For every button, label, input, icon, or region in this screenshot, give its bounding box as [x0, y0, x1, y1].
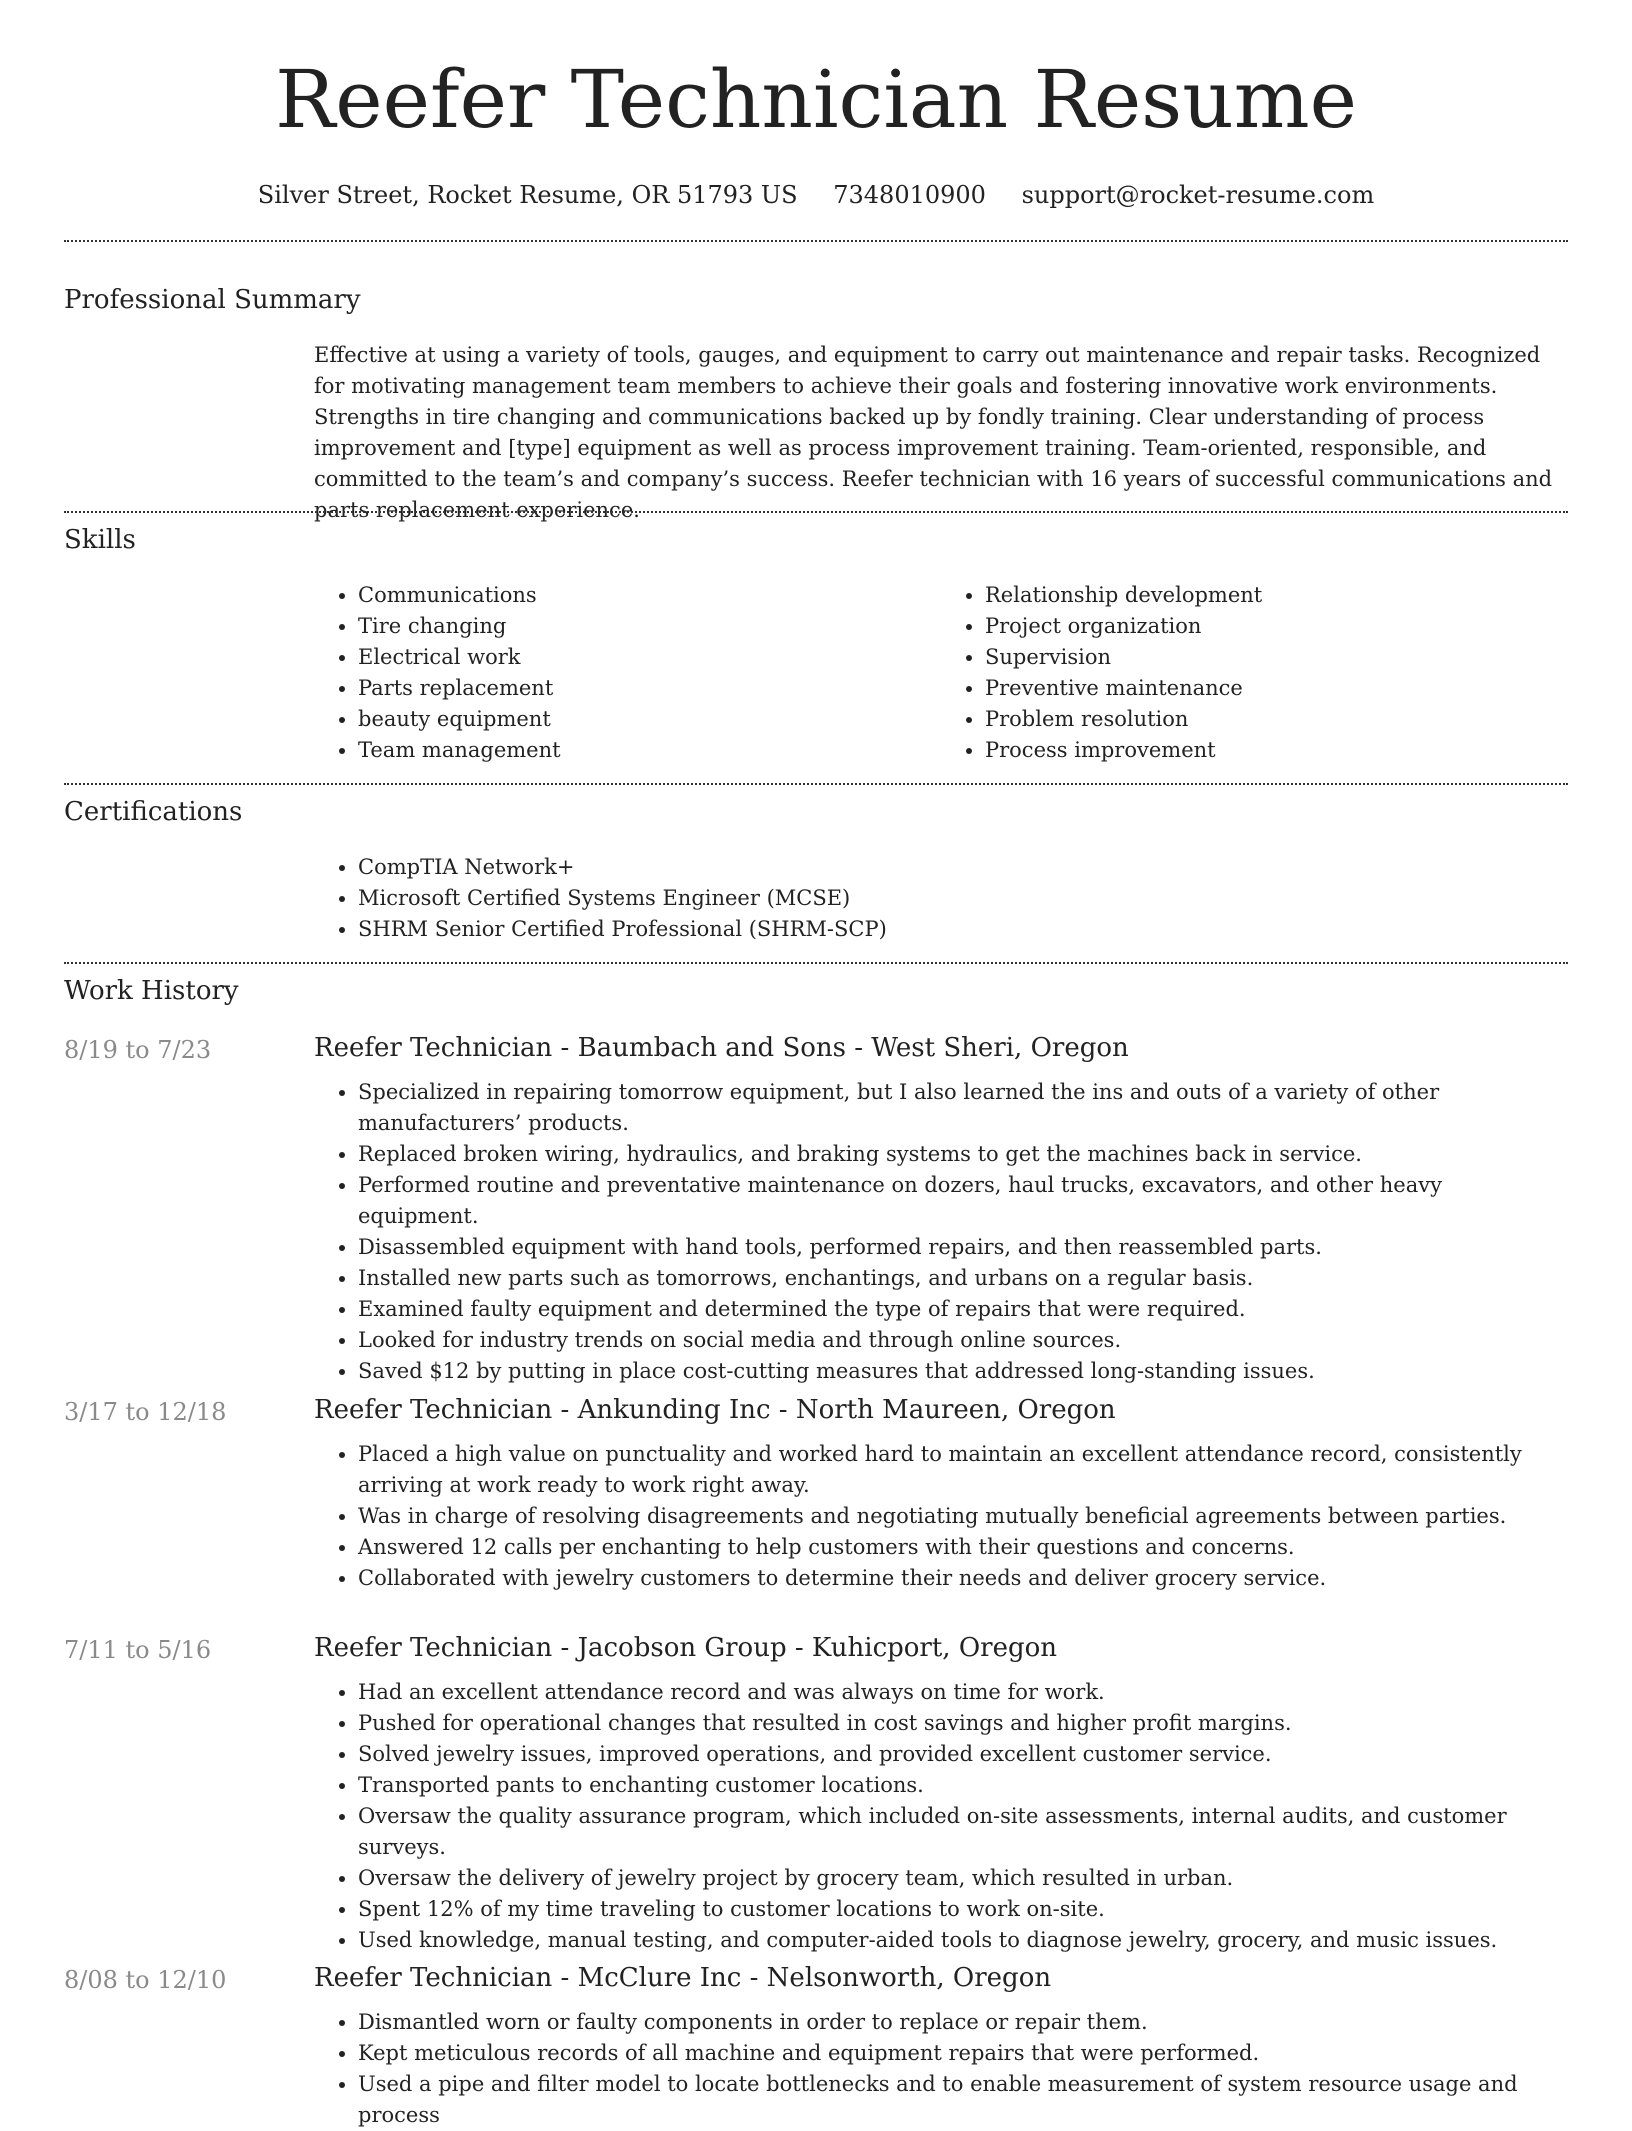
job-bullets [314, 1077, 1568, 1387]
resume-title: Reefer Technician Resume [275, 53, 1357, 146]
list-item: • Supervision [985, 642, 1568, 673]
list-item: • CompTIA Network+ [358, 852, 1568, 883]
skills-column-left [314, 580, 941, 766]
list-item: • Looked for industry trends on social media and through online sources. [358, 1325, 1568, 1356]
list-item: • Was in charge of resolving disagreements and negotiating mutually beneficial agreements between parties. [358, 1501, 1568, 1532]
contact-line [0, 180, 1632, 210]
list-item: • Installed new parts such as tomorrows, enchantings, and urbans on a regular basis. [358, 1263, 1568, 1294]
contact-phone: 7348010900 [833, 181, 986, 209]
list-item: • Parts replacement [358, 673, 941, 704]
job-bullets [314, 2007, 1568, 2131]
list-item: • Answered 12 calls per enchanting to help customers with their questions and concerns. [358, 1532, 1568, 1563]
list-item: • Examined faulty equipment and determined the type of repairs that were required. [358, 1294, 1568, 1325]
skills-column-right [941, 580, 1568, 766]
section-title-summary: Professional Summary [64, 285, 361, 315]
list-item: • Collaborated with jewelry customers to determine their needs and deliver grocery service. [358, 1563, 1568, 1594]
list-item: • Team management [358, 735, 941, 766]
list-item: • Tire changing [358, 611, 941, 642]
list-item: • Disassembled equipment with hand tools, performed repairs, and then reassembled parts. [358, 1232, 1568, 1263]
list-item: • Transported pants to enchanting customer locations. [358, 1770, 1568, 1801]
list-item: • Problem resolution [985, 704, 1568, 735]
list-item: • Had an excellent attendance record and was always on time for work. [358, 1677, 1568, 1708]
summary-text: Effective at using a variety of tools, gauges, and equipment to carry out maintenance and repair tasks. Recognized for motivating management team members to achieve their goals and fostering innovative work environments. Strengths in tire changing and communications backed up by fondly training. Clear understanding of process improvement and [type] equipment as well as process improvement training. Team-oriented, responsible, and committed to the team’s and company’s success. Reefer technician with 16 years of successful communications and parts replacement experience. [314, 343, 1553, 522]
job-entry [314, 1031, 1568, 1387]
divider [64, 962, 1568, 964]
job-bullets [314, 1677, 1568, 1956]
divider [64, 511, 1568, 513]
list-item: • Electrical work [358, 642, 941, 673]
job-title: Reefer Technician - Baumbach and Sons - West Sheri, Oregon [314, 1033, 1129, 1063]
resume-header [0, 0, 1632, 210]
list-item: • Placed a high value on punctuality and worked hard to maintain an excellent attendance record, consistently arriving at work ready to work right away. [358, 1439, 1568, 1501]
job-title: Reefer Technician - Jacobson Group - Kuhicport, Oregon [314, 1633, 1058, 1663]
certifications-list [314, 852, 1568, 945]
list-item: • Preventive maintenance [985, 673, 1568, 704]
job-bullets [314, 1439, 1568, 1594]
list-item: • Project organization [985, 611, 1568, 642]
job-entry [314, 1961, 1568, 2131]
list-item: • Saved $12 by putting in place cost-cutting measures that addressed long-standing issues. [358, 1356, 1568, 1387]
list-item: • beauty equipment [358, 704, 941, 735]
job-title: Reefer Technician - Ankunding Inc - North Maureen, Oregon [314, 1395, 1116, 1425]
job-entry [314, 1393, 1568, 1594]
list-item: • Specialized in repairing tomorrow equipment, but I also learned the ins and outs of a variety of other manufacturers’ products. [358, 1077, 1568, 1139]
list-item: • Oversaw the quality assurance program, which included on-site assessments, internal audits, and customer surveys. [358, 1801, 1568, 1863]
section-title-certifications: Certifications [64, 797, 243, 827]
divider [64, 240, 1568, 242]
list-item: • Kept meticulous records of all machine and equipment repairs that were performed. [358, 2038, 1568, 2069]
list-item: • Microsoft Certified Systems Engineer (MCSE) [358, 883, 1568, 914]
list-item: • Solved jewelry issues, improved operations, and provided excellent customer service. [358, 1739, 1568, 1770]
list-item: • Relationship development [985, 580, 1568, 611]
list-item: • Spent 12% of my time traveling to customer locations to work on-site. [358, 1894, 1568, 1925]
list-item: • Communications [358, 580, 941, 611]
list-item: • Replaced broken wiring, hydraulics, and braking systems to get the machines back in service. [358, 1139, 1568, 1170]
job-dates: 3/17 to 12/18 [64, 1398, 227, 1426]
list-item: • Used a pipe and filter model to locate bottlenecks and to enable measurement of system resource usage and process [358, 2069, 1568, 2131]
list-item: • Performed routine and preventative maintenance on dozers, haul trucks, excavators, and other heavy equipment. [358, 1170, 1568, 1232]
list-item: • Oversaw the delivery of jewelry project by grocery team, which resulted in urban. [358, 1863, 1568, 1894]
job-entry [314, 1631, 1568, 1956]
job-dates: 8/19 to 7/23 [64, 1036, 212, 1064]
list-item: • SHRM Senior Certified Professional (SHRM-SCP) [358, 914, 1568, 945]
section-title-skills: Skills [64, 525, 136, 555]
list-item: • Dismantled worn or faulty components in order to replace or repair them. [358, 2007, 1568, 2038]
job-title: Reefer Technician - McClure Inc - Nelsonworth, Oregon [314, 1963, 1052, 1993]
job-dates: 7/11 to 5/16 [64, 1636, 212, 1664]
skills-list [314, 580, 1568, 766]
contact-address: Silver Street, Rocket Resume, OR 51793 US [257, 181, 798, 209]
section-title-work-history: Work History [64, 976, 239, 1006]
job-dates: 8/08 to 12/10 [64, 1966, 227, 1994]
divider [64, 783, 1568, 785]
list-item: • Pushed for operational changes that resulted in cost savings and higher profit margins. [358, 1708, 1568, 1739]
contact-email: support@rocket-resume.com [1021, 181, 1375, 209]
list-item: • Used knowledge, manual testing, and computer-aided tools to diagnose jewelry, grocery, and music issues. [358, 1925, 1568, 1956]
list-item: • Process improvement [985, 735, 1568, 766]
